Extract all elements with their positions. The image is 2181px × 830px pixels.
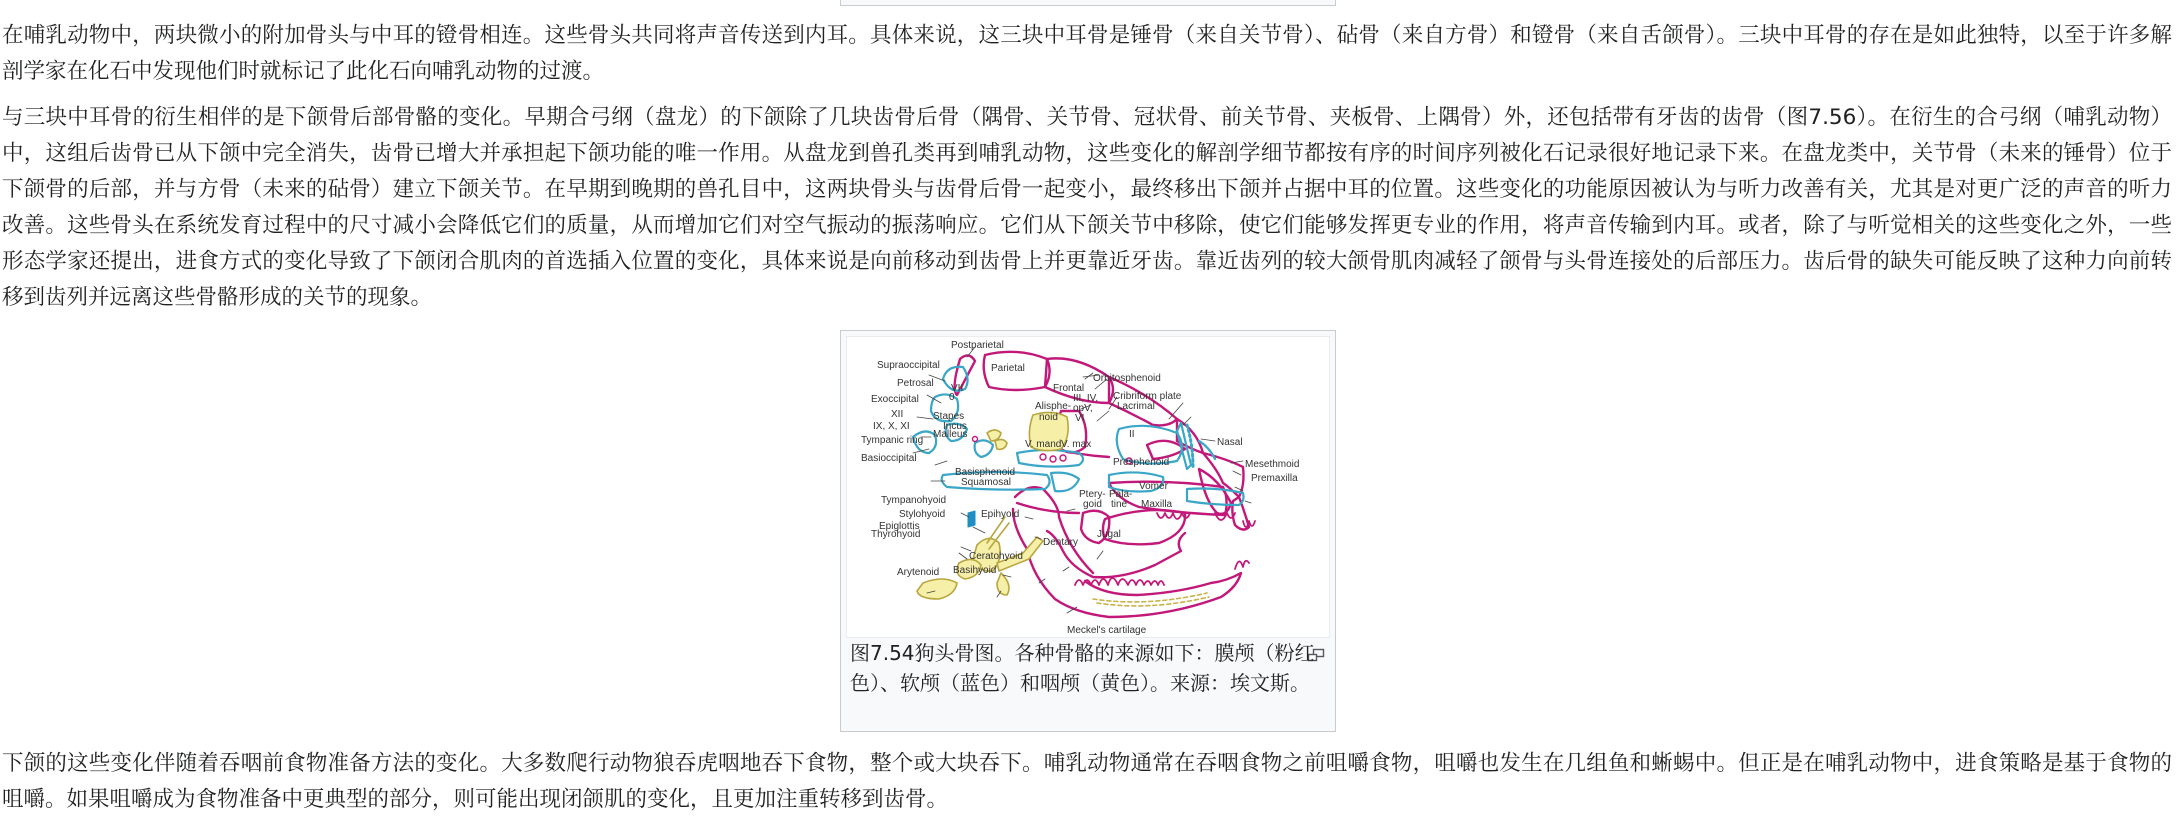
label-basisphenoid: Basisphenoid bbox=[955, 467, 1016, 478]
label-malleus: Malleus bbox=[933, 429, 968, 440]
label-iii-iv: III, IV, bbox=[1073, 393, 1099, 404]
label-postparietal: Postparietal bbox=[951, 340, 1004, 351]
label-tympanic-ring: Tympanic ring bbox=[861, 435, 924, 446]
label-frontal: Frontal bbox=[1053, 383, 1085, 394]
label-vmand: V. mand bbox=[1025, 439, 1062, 450]
label-supraoccipital: Supraoccipital bbox=[877, 360, 940, 371]
previous-figure-edge bbox=[840, 0, 1336, 6]
paragraph-food-preparation: 下颌的这些变化伴随着吞咽前食物准备方法的变化。大多数爬行动物狼吞虎咽地吞下食物，整个或大块吞下。哺乳动物通常在吞咽食物之前咀嚼食物，咀嚼也发生在几组鱼和蜥蜴中。但正是在哺乳动物中，进食策略是基于食物的咀嚼。如果咀嚼成为食物准备中更典型的部分，则可能出现闭颌肌的变化，且更加注重转移到齿骨。 bbox=[2, 751, 2172, 812]
figure-dog-skull bbox=[840, 330, 1336, 732]
paragraph-lower-jaw: 与三块中耳骨的衍生相伴的是下颌骨后部骨骼的变化。早期合弓纲（盘龙）的下颌除了几块齿骨后骨（隅骨、关节骨、冠状骨、前关节骨、夹板骨、上隅骨）外，还包括带有牙齿的齿骨（图7.56）。在衍生的合弓纲（哺乳动物）中，这组后齿骨已从下颌中完全消失，齿骨已增大并承担起下颌功能的唯一作用。从盘龙到兽孔类再到哺乳动物，这些变化的解剖学细节都按有序的时间序列被化石记录很好地记录下来。在盘龙类中，关节骨（未来的锤骨）位于下颌骨的后部，并与方骨（未来的砧骨）建立下颌关节。在早期到晚期的兽孔目中，这两块骨头与齿骨后骨一起变小，最终移出下颌并占据中耳的位置。这些变化的功能原因被认为与听力改善有关，尤其是对更广泛的声音的听力改善。这些骨头在系统发育过程中的尺寸减小会降低它们的质量，从而增加它们对空气振动的振荡响应。它们从下颌关节中移除，使它们能够发挥更专业的作用，将声音传输到内耳。或者，除了与听觉相关的这些变化之外，一些形态学家还提出，进食方式的变化导致了下颌闭合肌肉的首选插入位置的变化，具体来说是向前移动到齿骨上并更靠近牙齿。靠近齿列的较大颌骨肌肉减轻了颌骨与头骨连接处的后部压力。齿后骨的缺失可能反映了这种力向前转移到齿列并远离这些骨骼形成的关节的现象。 bbox=[2, 105, 2172, 310]
label-parietal: Parietal bbox=[991, 363, 1025, 374]
label-presphenoid: Presphenoid bbox=[1113, 457, 1170, 468]
label-pala-2: tine bbox=[1111, 499, 1128, 510]
label-ptery-2: goid bbox=[1083, 499, 1102, 510]
tympanohyoid-shape bbox=[968, 511, 975, 527]
label-ceratohyoid: Ceratohyoid bbox=[969, 551, 1023, 562]
label-dentary: Dentary bbox=[1043, 537, 1079, 548]
label-alisphenoid-1: Alisphe- bbox=[1035, 401, 1072, 412]
label-exoccipital: Exoccipital bbox=[871, 394, 919, 405]
label-pala-1: Pala- bbox=[1109, 489, 1133, 500]
label-premaxilla: Premaxilla bbox=[1251, 473, 1298, 484]
label-basioccipital: Basioccipital bbox=[861, 453, 917, 464]
label-stylohyoid: Stylohyoid bbox=[899, 509, 946, 520]
paragraph-middle-ear: 在哺乳动物中，两块微小的附加骨头与中耳的镫骨相连。这些骨头共同将声音传送到内耳。具体来说，这三块中耳骨是锤骨（来自关节骨）、砧骨（来自方骨）和镫骨（来自舌颌骨）。三块中耳骨的存在是如此独特，以至于许多解剖学家在化石中发现他们时就标记了此化石向哺乳动物的过渡。 bbox=[2, 23, 2172, 84]
label-meckels-cartilage: Meckel's cartilage bbox=[1067, 625, 1147, 636]
label-nasal: Nasal bbox=[1217, 437, 1243, 448]
label-xii: XII bbox=[891, 409, 904, 420]
label-thyrohyoid: Thyrohyoid bbox=[871, 529, 921, 540]
label-basihyoid: Basihyoid bbox=[953, 565, 997, 576]
label-ptery-1: Ptery- bbox=[1079, 489, 1106, 500]
label-lacrimal: Lacrimal bbox=[1117, 401, 1155, 412]
label-jugal: Jugal bbox=[1097, 529, 1121, 540]
label-zero: 0 bbox=[949, 392, 955, 403]
figure-caption: 图7.54狗头骨图。各种骨骼的来源如下：膜颅（粉红色）、软颅（蓝色）和咽颅（黄色）。来源：埃文斯。 bbox=[850, 641, 1315, 695]
label-opv: opV, bbox=[1073, 403, 1093, 414]
label-vi: VI bbox=[1075, 413, 1085, 424]
label-petrosal: Petrosal bbox=[897, 378, 934, 389]
label-vii: VII bbox=[951, 383, 964, 394]
label-squamosal: Squamosal bbox=[961, 477, 1012, 488]
label-ix-x-xi: IX, X, XI bbox=[873, 421, 910, 432]
label-tympanohyoid: Tympanohyoid bbox=[881, 495, 947, 506]
teeth bbox=[1075, 513, 1255, 585]
label-arytenoid: Arytenoid bbox=[897, 567, 940, 578]
label-ii: II bbox=[1129, 429, 1135, 440]
label-incus: Incus bbox=[943, 421, 967, 432]
label-orbitosphenoid: Orbitosphenoid bbox=[1093, 373, 1161, 384]
dog-skull-diagram[interactable] bbox=[846, 336, 1330, 638]
label-epiglottis: Epiglottis bbox=[879, 521, 920, 532]
label-stapes: Stapes bbox=[933, 411, 965, 422]
label-alisphenoid-2: noid bbox=[1039, 412, 1058, 423]
label-cribriform: Cribriform plate bbox=[1113, 391, 1182, 402]
label-vmax: V. max bbox=[1061, 439, 1092, 450]
label-epihyoid: Epihyoid bbox=[981, 509, 1020, 520]
label-vomer: Vomer bbox=[1139, 481, 1168, 492]
label-maxilla: Maxilla bbox=[1141, 499, 1173, 510]
label-mesethmoid: Mesethmoid bbox=[1245, 459, 1300, 470]
